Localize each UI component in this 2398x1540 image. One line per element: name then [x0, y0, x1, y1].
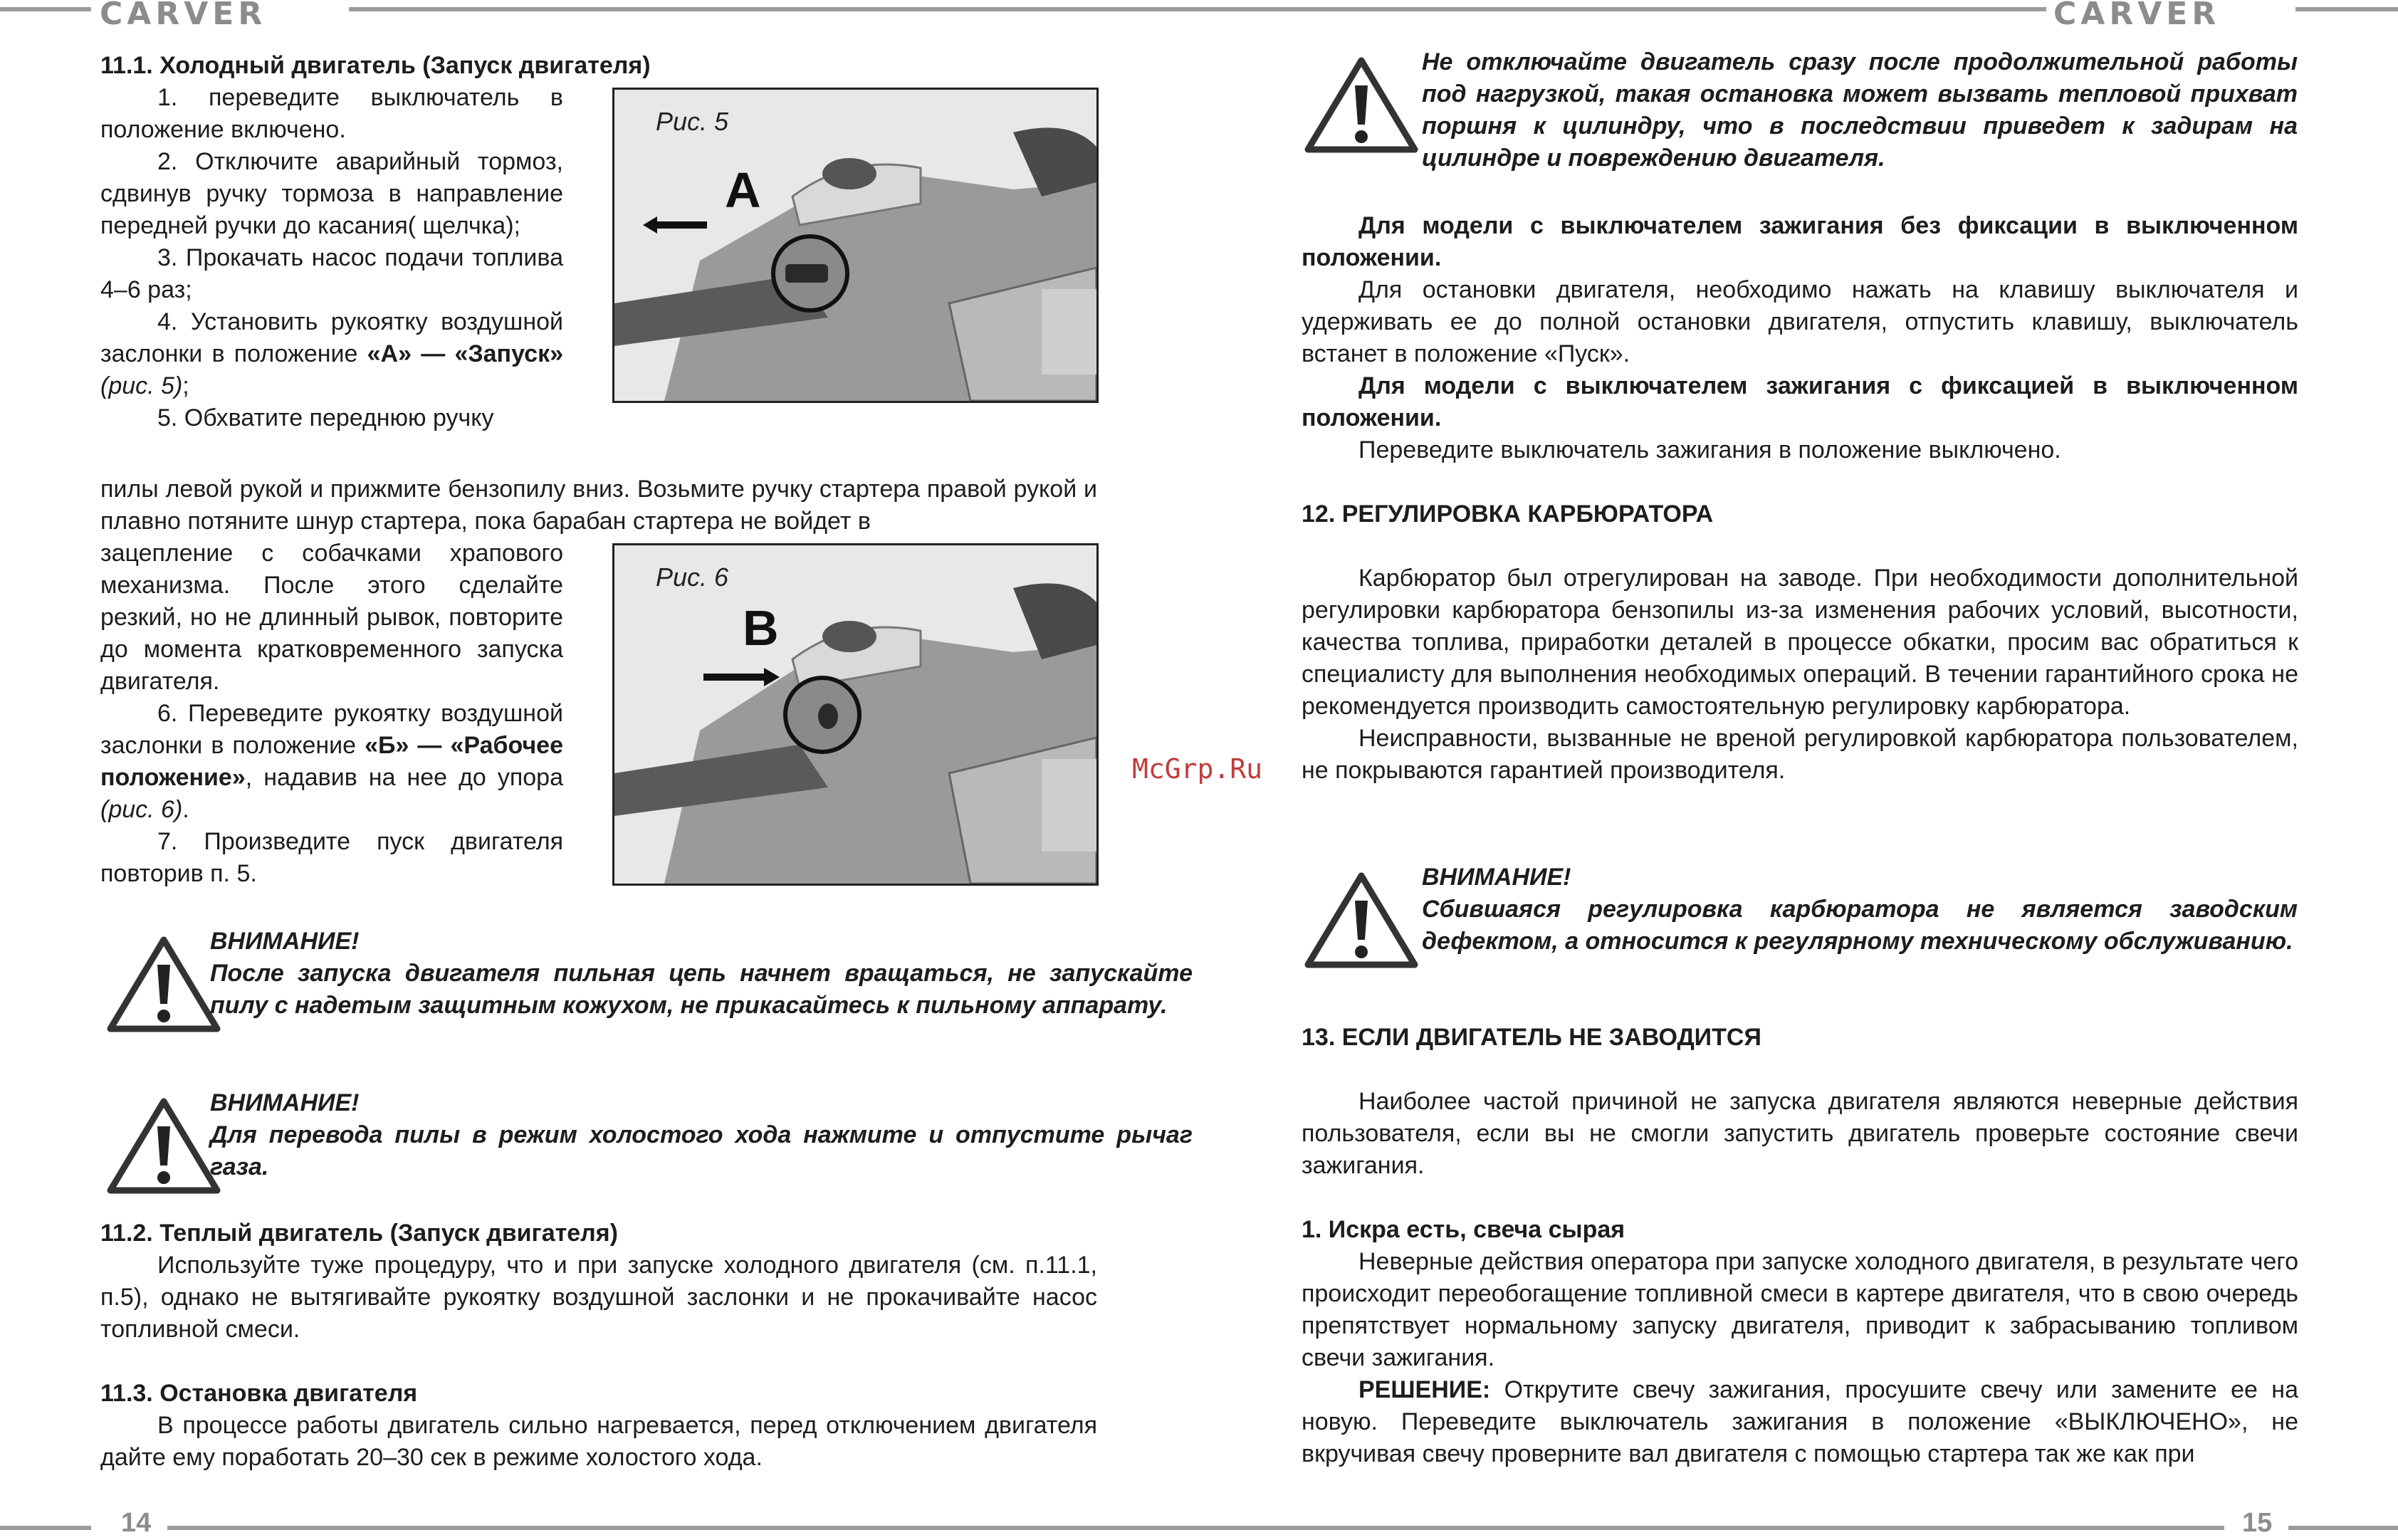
right-page: [1199, 0, 2398, 1540]
step-5-end: зацепление с собачками храпового механизма. После этого сделайте резкий, но не длинный рывок, повторите до момента кратковременного запуска двигателя.: [100, 540, 563, 695]
page-number: 15: [2242, 1508, 2273, 1538]
stop-models: [1302, 210, 2298, 787]
section-text: Неисправности, вызванные не вреной регулировкой карбюратора пользователем, не покрываются гарантией производителя.: [1302, 725, 2298, 784]
section-text: Используйте туже процедуру, что и при запуске холодного двигателя (см. п.11.1, п.5), однако не вытягивайте рукоятку воздушной заслонки и не прокачивайте насос топливной смеси.: [100, 1252, 1097, 1343]
figure-5: [612, 88, 1099, 403]
footer-rule: [1199, 1526, 2224, 1530]
warning-1: [103, 926, 1193, 1054]
subsection-title: 1. Искра есть, свеча сырая: [1302, 1216, 1625, 1243]
section-text: Карбюратор был отрегулирован на заводе. При необходимости дополнительной регулировки карбюратора бензопилы из-за изменения рабочих условий, высотности, качества топлива, приработки деталей в процессе обкатки, просим вас обратиться к специалисту для выполнения необходимых операций. В течении гарантийного срока не рекомендуется производить самостоятельную регулировку карбюратора.: [1302, 565, 2298, 720]
warning-text: Для перевода пилы в режим холостого хода нажмите и отпустите рычаг газа.: [210, 1121, 1193, 1180]
step-3: 3. Прокачать насос подачи топлива 4–6 раз;: [100, 244, 563, 303]
section-text: Наиболее частой причиной не запуска двигателя являются неверные действия пользователя, если вы не смогли запустить двигатель проверьте состояние свечи зажигания.: [1302, 1088, 2298, 1179]
header-rule: [349, 7, 1199, 11]
model-heading: Для модели с выключателем зажигания без фиксации в выключенном положении.: [1302, 212, 2298, 271]
step-4: 4. Установить рукоятку воздушной заслонки в положение «А» — «Запуск» (рис. 5);: [100, 308, 563, 399]
model-text: Переведите выключатель зажигания в положение выключено.: [1358, 436, 2061, 463]
header-rule: [0, 7, 91, 11]
letter-b-label: B: [743, 600, 779, 656]
warning-text: Не отключайте двигатель сразу после продолжительной работы под нагрузкой, такая остановка может вызвать тепловой прихват поршня к цилиндру, что в последствии приведет к задирам на цилиндре и повреждению двигателя.: [1422, 48, 2298, 172]
solution-text: РЕШЕНИЕ: Открутите свечу зажигания, просушите свечу или замените ее на новую. Переведите выключатель зажигания в положение «ВЫКЛЮЧЕНО», не вкручивая свечу проверните вал двигателя с помощью стартера так же как при: [1302, 1376, 2298, 1467]
figure-caption: Рис. 5: [656, 107, 729, 136]
section-text: Неверные действия оператора при запуске холодного двигателя, в результате чего происходит переобогащение топливной смеси в картере двигателя, что в свою очередь препятствует нормальному запуску двигателя, приводит к забрасыванию топливом свечи зажигания.: [1302, 1248, 2298, 1371]
warning-2: [103, 1087, 1193, 1194]
model-heading: Для модели с выключателем зажигания с фиксацией в выключенном положении.: [1302, 372, 2298, 431]
header-rule: [2295, 7, 2398, 11]
footer-rule: [167, 1526, 1199, 1530]
warning-top: [1301, 46, 2298, 189]
section-11-1-cont: [100, 538, 563, 890]
carver-logo: CARVER: [2053, 0, 2221, 32]
section-title: 11.2. Теплый двигатель (Запуск двигателя): [100, 1220, 618, 1247]
section-11-2-3: [100, 1217, 1097, 1474]
carver-logo: CARVER: [100, 0, 267, 32]
figure-caption: Рис. 6: [656, 562, 729, 592]
section-title: 11.3. Остановка двигателя: [100, 1380, 418, 1407]
watermark: McGrp.Ru: [1132, 753, 1263, 785]
model-text: Для остановки двигателя, необходимо нажать на клавишу выключателя и удерживать ее до полной остановки двигателя, отпустить клавишу, выключатель встанет в положение «Пуск».: [1302, 276, 2298, 367]
section-title: 11.1. Холодный двигатель (Запуск двигателя): [100, 52, 651, 79]
header-rule: [1199, 7, 2046, 11]
step-5-start: 5. Обхватите переднюю ручку: [157, 404, 494, 431]
chainsaw-choke-illustration: [614, 545, 1096, 884]
warning-text: Сбившаяся регулировка карбюратора не является заводским дефектом, а относится к регулярному техническому обслуживанию.: [1422, 896, 2298, 955]
warning-icon: [1301, 869, 1422, 975]
footer-rule: [2288, 1526, 2398, 1530]
warning-3: [1301, 861, 2298, 997]
step-5-wide: пилы левой рукой и прижмите бензопилу вниз. Возьмите ручку стартера правой рукой и плавно потяните шнур стартера, пока барабан стартера не войдет в: [100, 476, 1097, 535]
warning-heading: ВНИМАНИЕ!: [210, 1089, 360, 1116]
warning-icon: [1301, 53, 1422, 160]
letter-a-label: A: [725, 162, 761, 218]
step-6: 6. Переведите рукоятку воздушной заслонки в положение «Б» — «Рабочее положение», надавив на нее до упора (рис. 6).: [100, 700, 563, 823]
footer-rule: [0, 1526, 91, 1530]
section-title: 13. ЕСЛИ ДВИГАТЕЛЬ НЕ ЗАВОДИТСЯ: [1302, 1024, 1761, 1051]
warning-icon: [103, 933, 224, 1039]
section-text: В процессе работы двигатель сильно нагревается, перед отключением двигателя дайте ему поработать 20–30 сек в режиме холостого хода.: [100, 1412, 1097, 1471]
warning-heading: ВНИМАНИЕ!: [1422, 864, 1571, 891]
step-7: 7. Произведите пуск двигателя повторив п. 5.: [100, 828, 563, 887]
warning-icon: [103, 1094, 224, 1201]
section-13: [1302, 1022, 2298, 1470]
figure-6: [612, 543, 1099, 886]
section-title: 12. РЕГУЛИРОВКА КАРБЮРАТОРА: [1302, 501, 1714, 528]
section-11-1: [100, 50, 651, 434]
step-2: 2. Отключите аварийный тормоз, сдвинув ручку тормоза в направление передней ручки до касания( щелчка);: [100, 148, 563, 239]
warning-heading: ВНИМАНИЕ!: [210, 928, 360, 955]
step-1: 1. переведите выключатель в положение включено.: [100, 84, 563, 143]
page-number: 14: [121, 1508, 152, 1538]
warning-text: После запуска двигателя пильная цепь начнет вращаться, не запускайте пилу с надетым защитным кожухом, не прикасайтесь к пильному аппарату.: [210, 960, 1193, 1019]
